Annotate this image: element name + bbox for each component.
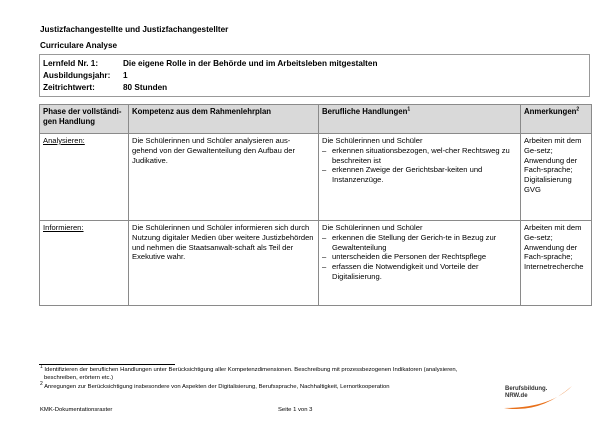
list-item: Digitalisierung: [524, 175, 572, 185]
info-row-ausbildungsjahr: [43, 70, 589, 82]
header-anmerkungen-label: Anmerkungen: [524, 107, 577, 116]
footnote-separator: [39, 364, 175, 365]
phase-cell: [40, 134, 129, 221]
logo-text-line1: Berufsbildung.: [505, 386, 548, 392]
document-subtitle: Curriculare Analyse: [40, 41, 118, 50]
footnote-number: 2: [40, 381, 43, 388]
berufsbildung-nrw-logo: [500, 380, 580, 414]
info-row-lernfeld: [43, 58, 589, 70]
handlungen-list: [322, 233, 517, 282]
page-number: Seite 1 von 3: [278, 407, 313, 413]
table-row: [40, 221, 592, 306]
logo-text-line2: NRW.de: [505, 392, 528, 399]
footnote-2: [40, 381, 540, 392]
anmerkungen-cell: [521, 221, 592, 306]
lernfeld-info-box: [39, 54, 590, 97]
list-item: GVG: [524, 184, 541, 194]
handlungen-cell: [319, 134, 521, 221]
header-phase: Phase der vollständi-gen Handlung: [40, 105, 129, 134]
list-item: Internetrecherche: [524, 262, 584, 272]
handlungen-list: [322, 146, 517, 185]
list-item: Anwendung der Fach-sprache;: [524, 155, 578, 175]
list-item: – erkennen die Stellung der Gerich-te in Bezug zur Gewaltenteilung: [322, 233, 517, 253]
handlungen-intro: Die Schülerinnen und Schüler: [322, 136, 423, 145]
kompetenz-cell: Die Schülerinnen und Schüler informieren sich durch Nutzung digitaler Medien über weitere Justizbehörden und nehmen die Staatsanwalt-schaft als Teil der Exekutive wahr.: [129, 221, 319, 306]
phase-label: Analysieren:: [43, 136, 85, 145]
kompetenz-cell: Die Schülerinnen und Schüler analysieren aus-gehend von der Gewaltenteilung den Aufbau der Judikative.: [129, 134, 319, 221]
list-item: – unterscheiden die Personen der Rechtspflege: [322, 252, 517, 262]
footer-document-name: KMK-Dokumentationsraster: [40, 407, 113, 413]
table-header-row: [40, 105, 592, 134]
info-label: Ausbildungsjahr:: [43, 71, 111, 80]
list-item: – erkennen situationsbezogen, wel-cher Rechtsweg zu beschreiten ist: [322, 146, 517, 166]
document-title: Justizfachangestellte und Justizfachangestellter: [40, 25, 229, 34]
footnote-ref: 2: [576, 106, 580, 113]
info-value: 1: [123, 71, 128, 80]
footnote-text: Anregungen zur Berücksichtigung insbesondere von Aspekten der Digitalisierung, Berufssprache, Nachhaltigkeit, Lernortkooperation: [44, 384, 390, 390]
anmerkungen-cell: [521, 134, 592, 221]
info-label: Lernfeld Nr. 1:: [43, 59, 99, 68]
header-handlungen-label: Berufliche Handlungen: [322, 107, 408, 116]
list-item: – erkennen Zweige der Gerichtsbar-keiten und Instanzenzüge.: [322, 165, 517, 185]
info-row-zeitrichtwert: [43, 82, 589, 94]
footnote-text-continued: beschreiben, erörtern etc.): [44, 374, 114, 381]
header-anmerkungen: [521, 105, 592, 134]
list-item: Arbeiten mit dem Ge-setz;: [524, 136, 582, 155]
footnote-1: [40, 364, 540, 382]
info-label: Zeitrichtwert:: [43, 83, 95, 92]
info-value: Die eigene Rolle in der Behörde und im Arbeitsleben mitgestalten: [123, 59, 378, 68]
footnote-text: Identifizieren der beruflichen Handlungen unter Berücksichtigung aller Kompetenzdimensionen. Beschreibung mit prozessbezogenen Indikatoren (analysieren,: [44, 367, 458, 373]
header-handlungen: [319, 105, 521, 134]
handlungen-intro: Die Schülerinnen und Schüler: [322, 223, 423, 232]
handlungen-cell: [319, 221, 521, 306]
list-item: Anwendung der Fach-sprache;: [524, 242, 578, 262]
list-item: – erfassen die Notwendigkeit und Vorteile der Digitalisierung.: [322, 262, 517, 282]
footnote-ref: 1: [407, 106, 411, 113]
analysis-table: [39, 104, 592, 306]
list-item: Arbeiten mit dem Ge-setz;: [524, 223, 582, 242]
table-row: [40, 134, 592, 221]
phase-cell: [40, 221, 129, 306]
info-value: 80 Stunden: [123, 83, 168, 92]
phase-label: Informieren:: [43, 223, 84, 232]
header-kompetenz: Kompetenz aus dem Rahmenlehrplan: [129, 105, 319, 134]
footnote-number: 1: [40, 364, 43, 371]
